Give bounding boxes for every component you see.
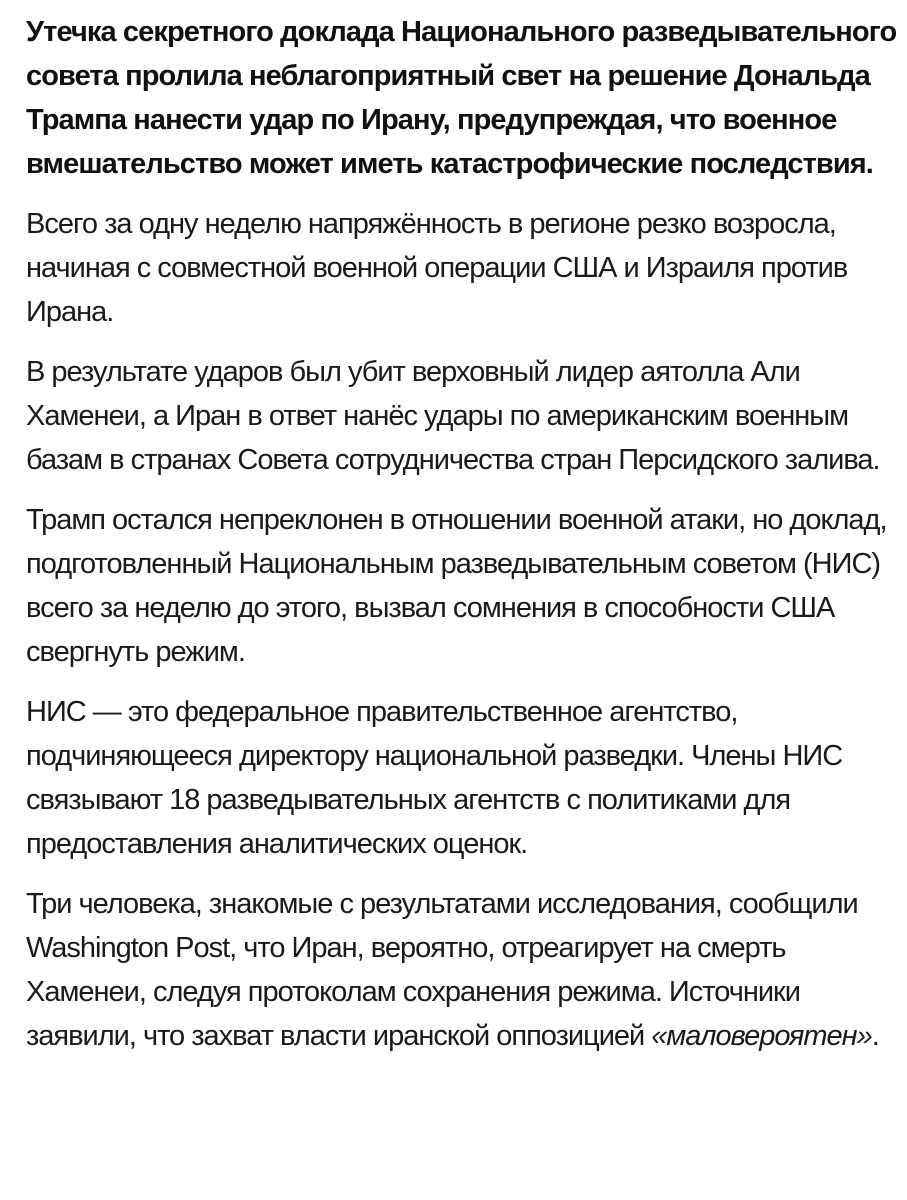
- article-paragraph: НИС — это федеральное правительственное агентство, подчиняющееся директору национальной разведки. Члены НИС связывают 18 разведывательных агентств с политиками для предоставления аналитических оценок.: [26, 696, 843, 860]
- article-paragraph: В результате ударов был убит верховный лидер аятолла Али Хаменеи, а Иран в ответ нанёс удары по американским военным базам в странах Совета сотрудничества стран Персидского залива.: [26, 356, 880, 476]
- article: [26, 10, 904, 1074]
- quoted-word: «маловероятен»: [651, 1020, 872, 1052]
- article-lead: Утечка секретного доклада Национального разведывательного совета пролила неблагоприятный свет на решение Дональда Трампа нанести удар по Ирану, предупреждая, что военное вмешательство может иметь катастрофические последствия.: [26, 16, 897, 180]
- paragraph-end: .: [871, 1020, 879, 1052]
- paragraph-text: Три человека, знакомые с результатами исследования, сообщили Washington Post, что Иран, вероятно, отреагирует на смерть Хаменеи, следуя протоколам сохранения режима. Источники заявили, что захват власти иранской оппозицией: [26, 888, 858, 1052]
- article-paragraph: Трамп остался непреклонен в отношении военной атаки, но доклад, подготовленный Национальным разведывательным советом (НИС) всего за неделю до этого, вызвал сомнения в способности США свергнуть режим.: [26, 504, 887, 668]
- article-paragraph-last: [26, 882, 904, 1058]
- article-paragraph: Всего за одну неделю напряжённость в регионе резко возросла, начиная с совместной военной операции США и Израиля против Ирана.: [26, 208, 848, 328]
